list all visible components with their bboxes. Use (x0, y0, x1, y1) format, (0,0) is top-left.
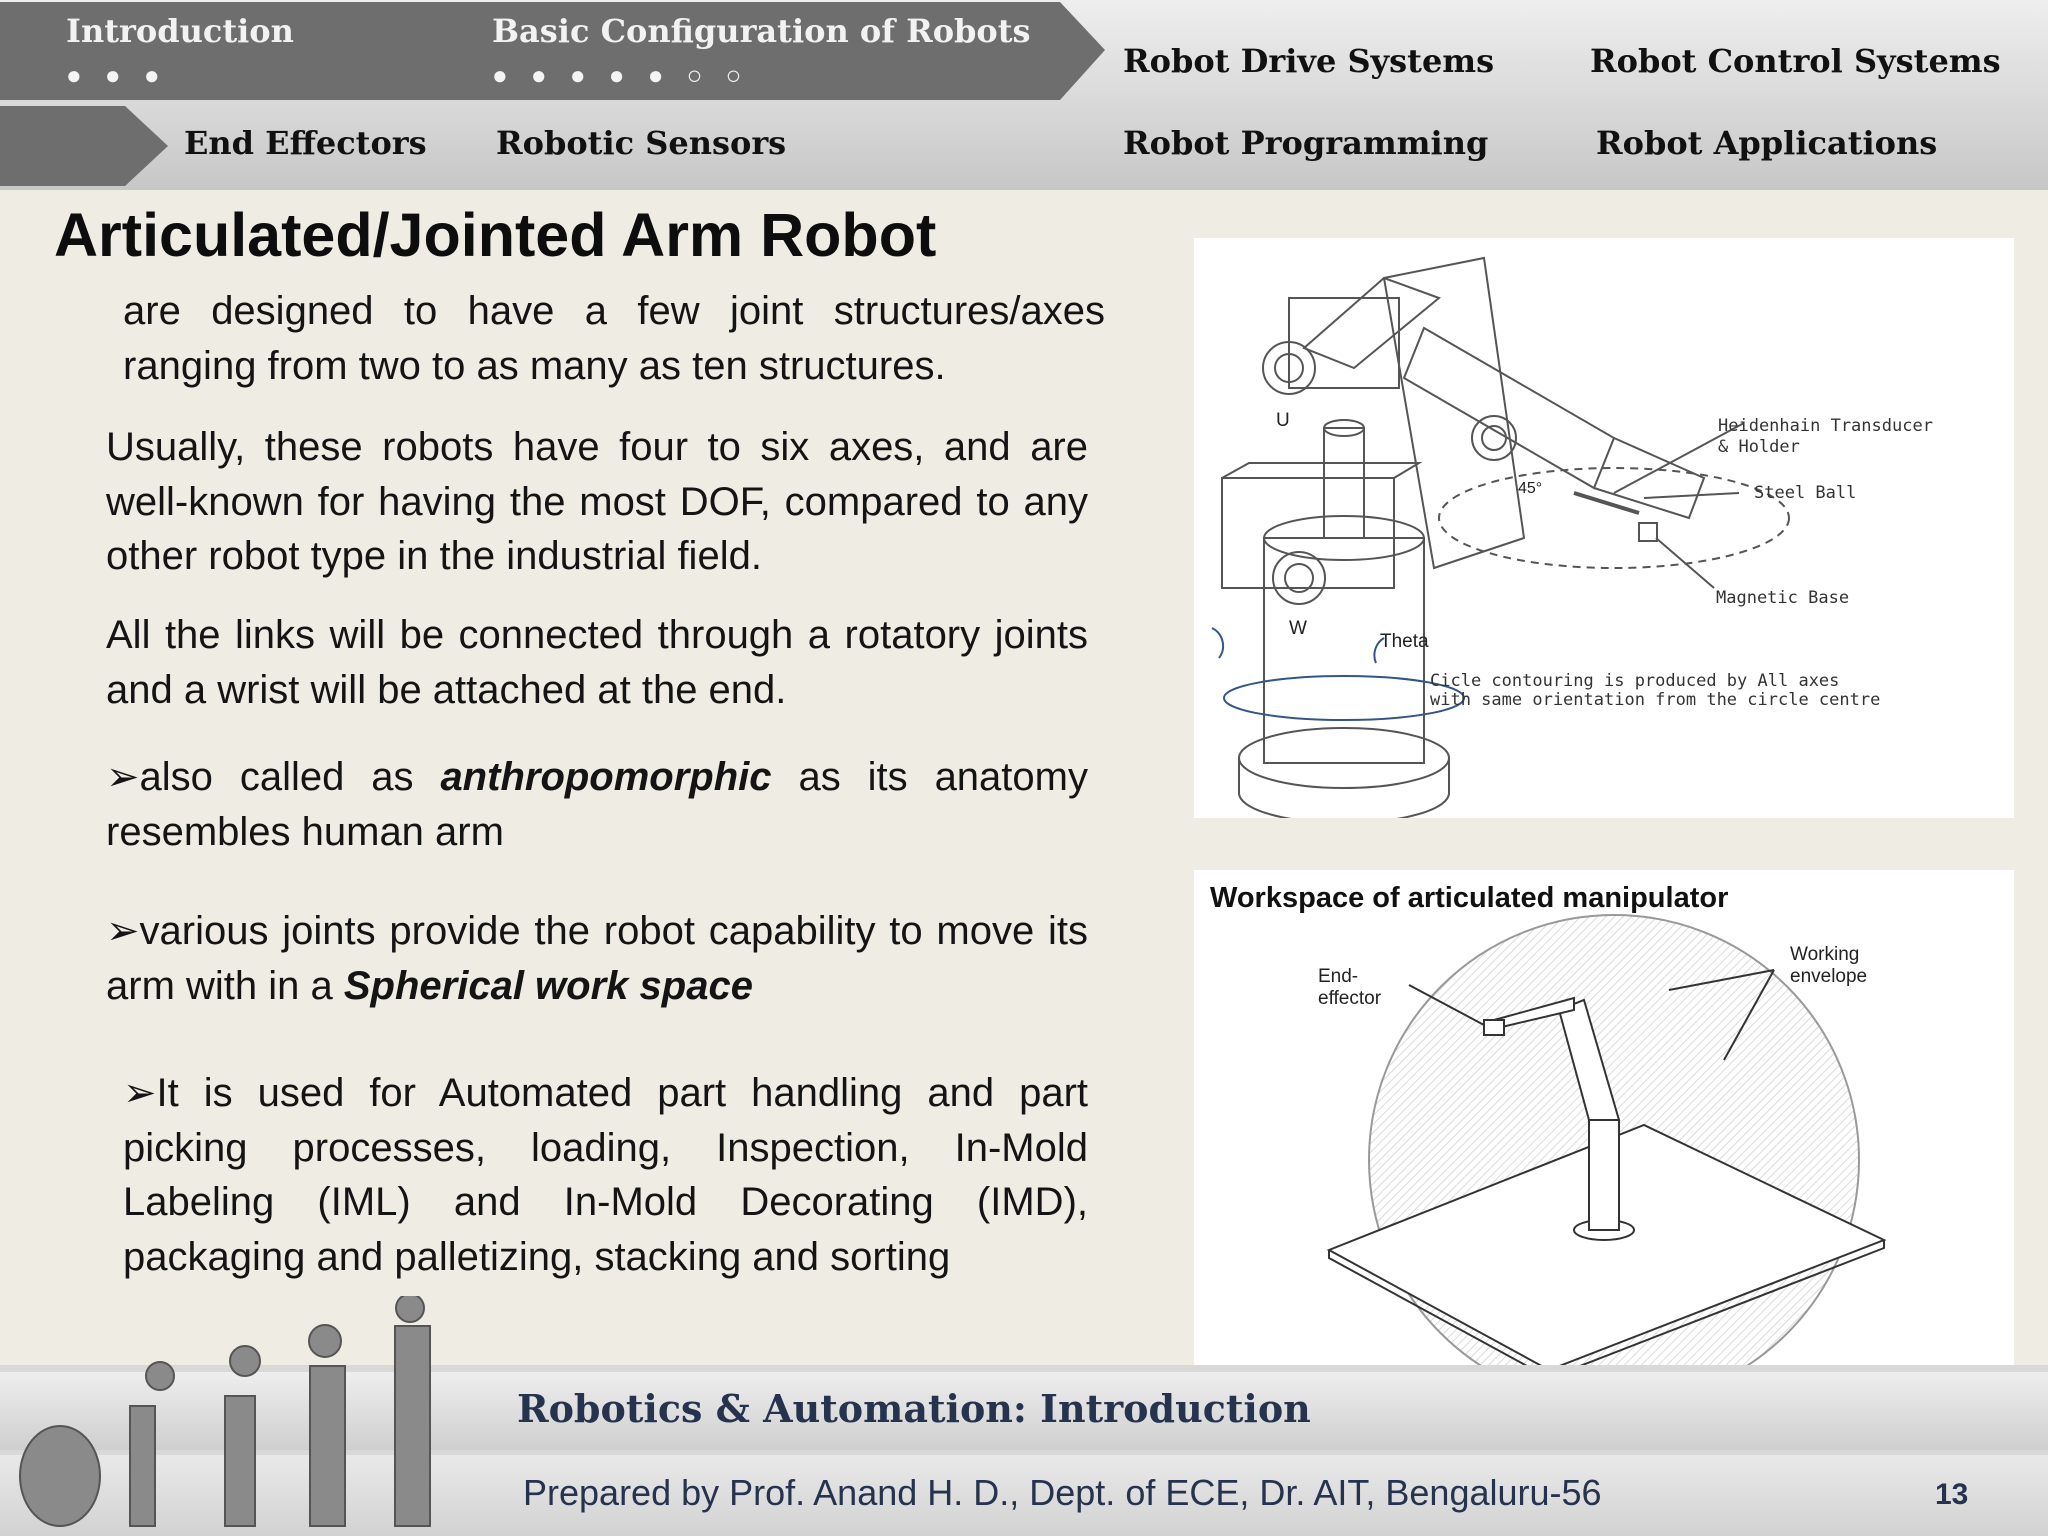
bullet-text: also called as (139, 755, 441, 799)
bullet-arrow: ➢ (123, 1071, 157, 1115)
figure-articulated-robot (1194, 238, 2014, 818)
label-45-degree: 45° (1518, 480, 1543, 497)
label-w: W (1289, 618, 1307, 639)
footer-author: Prepared by Prof. Anand H. D., Dept. of ECE, Dr. AIT, Bengaluru-56 (523, 1472, 1602, 1513)
label-working-envelope-2: envelope (1790, 966, 1868, 987)
bullet-spherical-workspace (106, 904, 1088, 1013)
label-end-effector-1: End- (1318, 966, 1359, 987)
label-circle-contouring: Cicle contouring is produced by All axes (1430, 671, 1840, 691)
nav-item-control-systems[interactable]: Robot Control Systems (1590, 42, 2001, 80)
label-magnetic-base: Magnetic Base (1716, 588, 1850, 608)
label-theta: Theta (1380, 631, 1429, 652)
nav-item-end-effectors[interactable]: End Effectors (184, 124, 427, 162)
nav-item-robot-applications[interactable]: Robot Applications (1596, 124, 1938, 162)
bullet-arrow: ➢ (106, 909, 140, 953)
page-number: 13 (1935, 1478, 1969, 1511)
label-holder: & Holder (1718, 437, 1800, 457)
label-end-effector-2: effector (1318, 988, 1382, 1009)
footer-course-title: Robotics & Automation: Introduction (517, 1386, 1311, 1431)
nav-progress-dots-basic-configuration: ● ● ● ● ● ○ ○ (492, 60, 750, 90)
nav-item-robotic-sensors[interactable]: Robotic Sensors (496, 124, 787, 162)
figure-caption-workspace: Workspace of articulated manipulator (1210, 882, 1729, 914)
figure-workspace (1194, 870, 2014, 1380)
bullet-applications (123, 1066, 1088, 1284)
label-steel-ball: Steel Ball (1754, 483, 1857, 503)
bullet-text: It is used for Automated part handling and part picking processes, loading, Inspection, In-Mold Labeling (IML) and In-Mold Decorating (IMD), packaging and palletizing, stacking and sorting (123, 1071, 1088, 1279)
bullet-text-end: as its anatomy resembles human arm (106, 755, 1088, 854)
nav-item-introduction[interactable]: Introduction (66, 12, 294, 50)
label-working-envelope-1: Working (1790, 944, 1860, 965)
emphasis-spherical-work-space: Spherical work space (343, 963, 753, 1008)
label-u: U (1276, 410, 1290, 431)
nav-item-robot-programming[interactable]: Robot Programming (1123, 124, 1489, 162)
bullet-arrow: ➢ (106, 755, 140, 799)
paragraph-axes-dof: Usually, these robots have four to six axes, and are well-known for having the most DOF, compared to any other robot type in the industrial field. (106, 425, 1088, 578)
emphasis-anthropomorphic: anthropomorphic (440, 755, 772, 799)
articulated-robot-drawing (1194, 238, 2014, 818)
slide-title: Articulated/Jointed Arm Robot (54, 201, 937, 269)
paragraph-joint-structures: are designed to have a few joint structures/axes ranging from two to as many as ten structures. (123, 289, 1105, 388)
label-circle-contouring-2: with same orientation from the circle centre (1430, 690, 1881, 710)
bullet-anthropomorphic (106, 750, 1088, 859)
paragraph-rotary-joints: All the links will be connected through a rotatory joints and a wrist will be attached at the end. (106, 613, 1088, 712)
label-heidenhain-transducer: Heidenhain Transducer (1718, 416, 1933, 436)
walking-robots-graphic (0, 1296, 470, 1536)
bullet-text: various joints provide the robot capability to move its arm with in a (106, 909, 1088, 1008)
nav-item-basic-configuration[interactable]: Basic Configuration of Robots (492, 12, 1031, 50)
nav-item-drive-systems[interactable]: Robot Drive Systems (1123, 42, 1495, 80)
nav-progress-dots-introduction: ● ● ● (66, 60, 168, 90)
workspace-drawing (1194, 870, 2014, 1380)
